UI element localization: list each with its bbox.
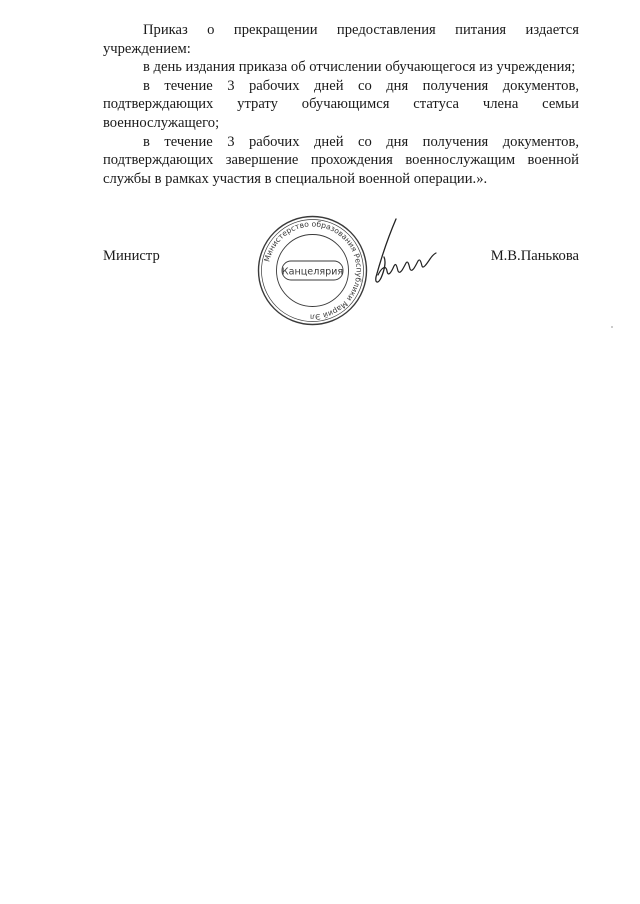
paragraph-intro: Приказ о прекращении предоставления питания издается учреждением:	[103, 22, 579, 57]
paragraph-item-3: в течение 3 рабочих дней со дня получения документов, подтверждающих завершение прохождения военнослужащим военной службы в рамках участия в специальной военной операции.».	[103, 133, 579, 187]
signer-name: М.В.Панькова	[490, 248, 579, 264]
scan-speck	[611, 326, 613, 328]
seal-center-text: Канцелярия	[281, 266, 344, 278]
signer-position: Министр	[103, 248, 160, 264]
paragraph-item-2: в течение 3 рабочих дней со дня получения документов, подтверждающих утрату обучающимся статуса члена семьи военнослужащего;	[103, 77, 579, 131]
seal-ring-text: Министерство образования Республики Марий Эл	[262, 219, 364, 322]
signature-row	[103, 248, 579, 278]
paragraph-item-1: в день издания приказа об отчислении обучающегося из учреждения;	[143, 59, 576, 76]
document-body	[103, 21, 579, 188]
